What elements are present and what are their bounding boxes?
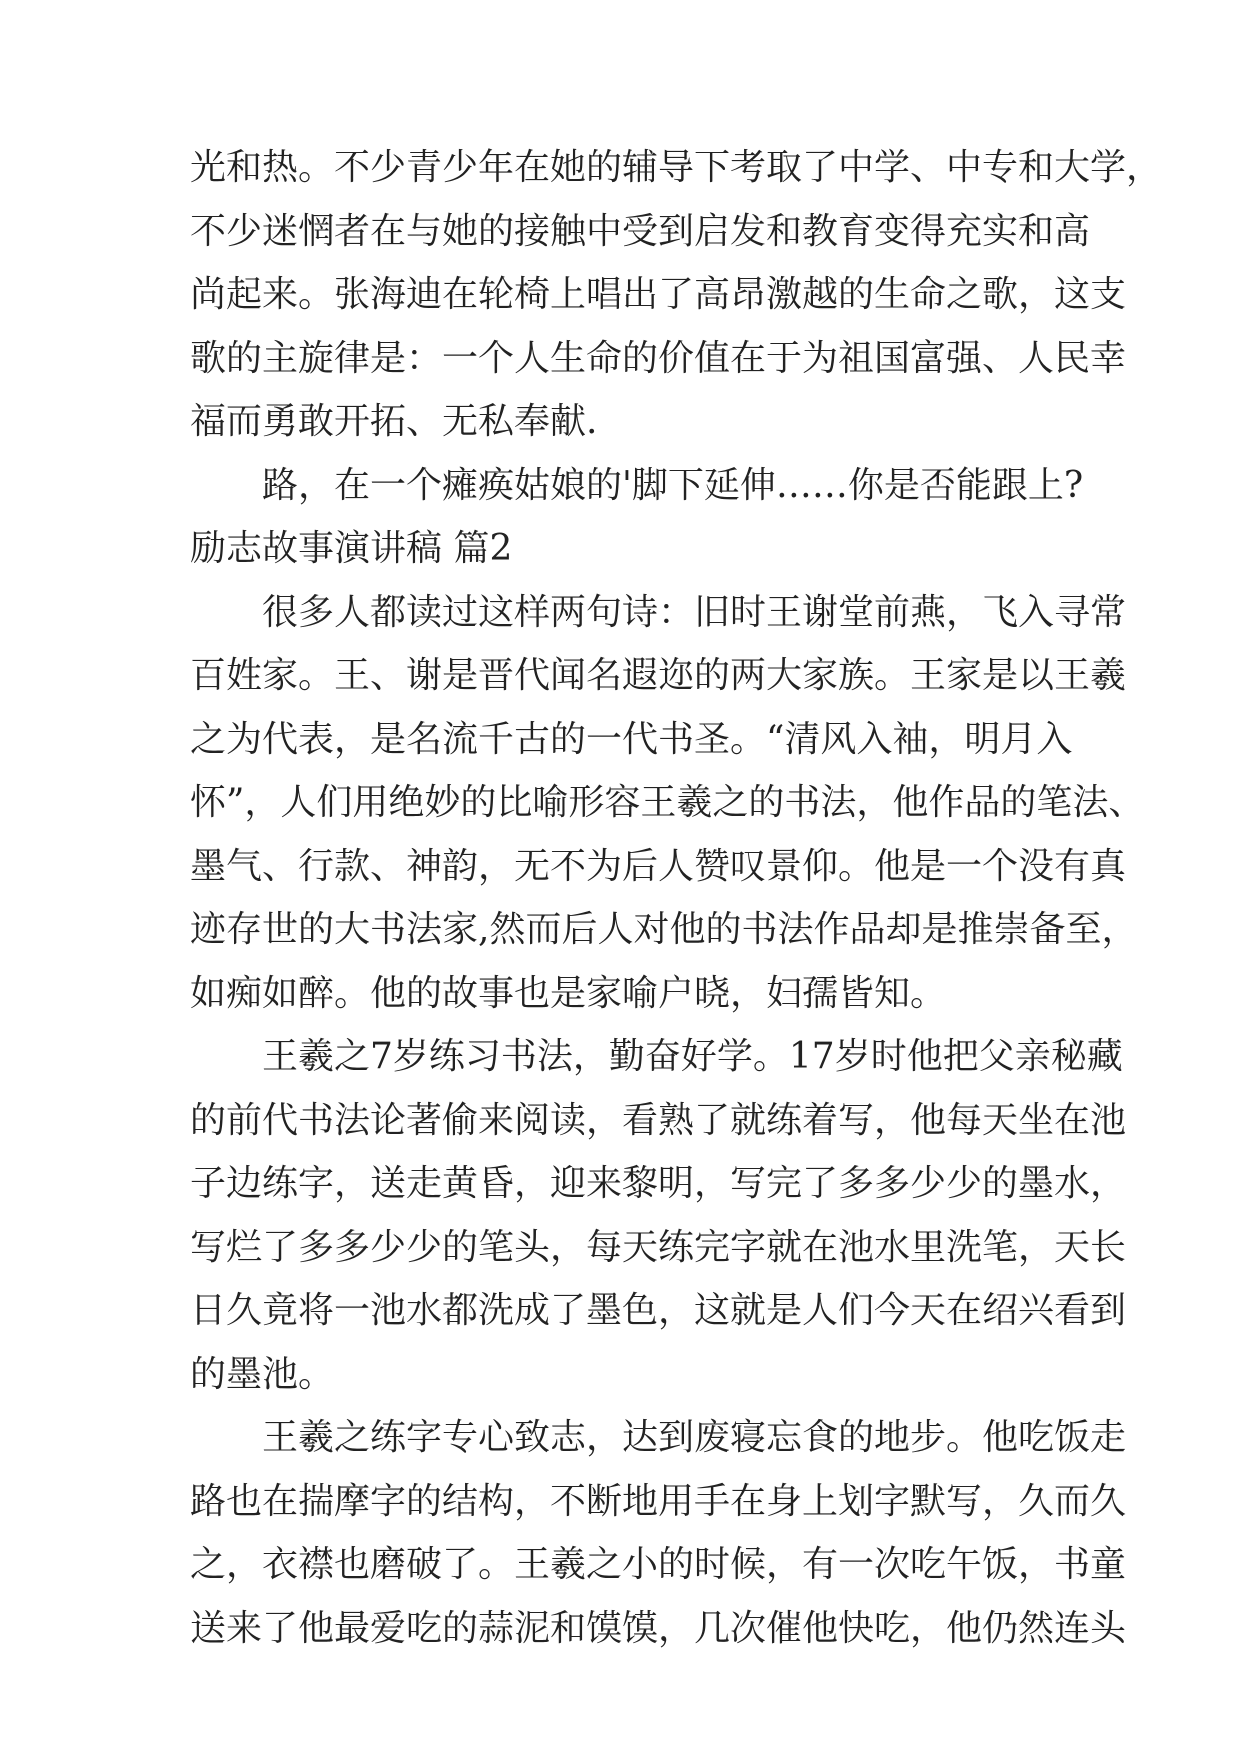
text-line: 写烂了多多少少的笔头，每天练完字就在池水里洗笔，天长 xyxy=(190,1226,1127,1268)
text-line: 福而勇敢开拓、无私奉献. xyxy=(190,401,598,442)
text-line: 的前代书法论著偷来阅读，看熟了就练着写，他每天坐在池 xyxy=(190,1099,1127,1141)
text-line: 如痴如醉。他的故事也是家喻户晓，妇孺皆知。 xyxy=(190,972,947,1014)
text-line: 的墨池。 xyxy=(190,1353,335,1395)
text-line: 子边练字，送走黄昏，迎来黎明，写完了多多少少的墨水， xyxy=(190,1163,1127,1204)
text-line: 很多人都读过这样两句诗：旧时王谢堂前燕，飞入寻常 xyxy=(262,591,1127,633)
text-line: 之为代表，是名流千古的一代书圣。“清风入袖，明月入 xyxy=(190,718,1073,760)
text-line: 路，在一个瘫痪姑娘的'脚下延伸……你是否能跟上? xyxy=(262,464,1084,506)
text-line: 王羲之练字专心致志，达到废寝忘食的地步。他吃饭走 xyxy=(262,1417,1127,1458)
text-line: 百姓家。王、谢是晋代闻名遐迩的两大家族。王家是以王羲 xyxy=(190,655,1127,696)
text-line: 墨气、行款、神韵，无不为后人赞叹景仰。他是一个没有真 xyxy=(190,845,1127,887)
text-line: 王羲之7岁练习书法，勤奋好学。17岁时他把父亲秘藏 xyxy=(262,1036,1123,1077)
text-line: 不少迷惘者在与她的接触中受到启发和教育变得充实和高 xyxy=(190,210,1091,252)
text-line: 歌的主旋律是：一个人生命的价值在于为祖国富强、人民幸 xyxy=(190,337,1127,379)
body-text xyxy=(190,136,1163,1660)
text-line: 日久竟将一池水都洗成了墨色，这就是人们今天在绍兴看到 xyxy=(190,1290,1127,1331)
text-line: 怀”，人们用绝妙的比喻形容王羲之的书法，他作品的笔法、 xyxy=(190,782,1145,823)
section-heading: 励志故事演讲稿 篇2 xyxy=(190,528,513,569)
text-line: 光和热。不少青少年在她的辅导下考取了中学、中专和大学， xyxy=(190,147,1163,188)
text-line: 迹存世的大书法家,然而后人对他的书法作品却是推崇备至， xyxy=(190,909,1138,950)
text-line: 尚起来。张海迪在轮椅上唱出了高昂激越的生命之歌，这支 xyxy=(190,274,1127,315)
text-line: 之，衣襟也磨破了。王羲之小的时候，有一次吃午饭，书童 xyxy=(190,1544,1127,1585)
text-line: 路也在揣摩字的结构，不断地用手在身上划字默写，久而久 xyxy=(190,1480,1127,1522)
text-line: 送来了他最爱吃的蒜泥和馍馍，几次催他快吃，他仍然连头 xyxy=(190,1607,1127,1649)
